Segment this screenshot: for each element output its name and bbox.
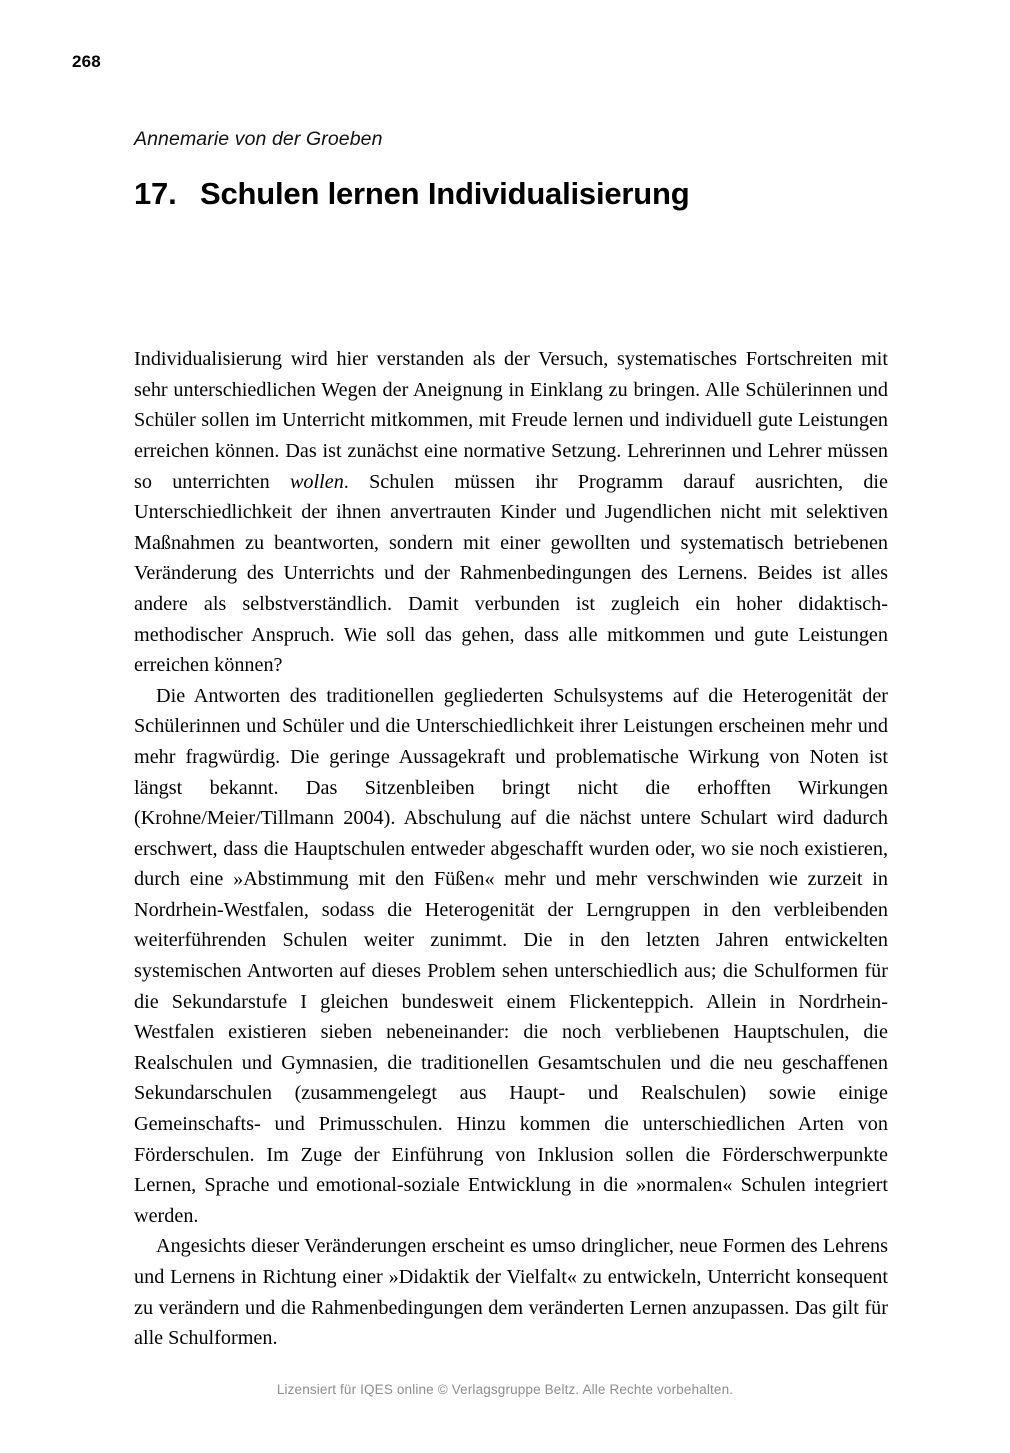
page-content bbox=[134, 128, 888, 1354]
page-title bbox=[134, 175, 888, 212]
emphasis: wollen bbox=[289, 470, 344, 493]
paragraph: Die Antworten des traditionellen gegliederten Schulsystems auf die Heterogenität der Schülerinnen und Schüler und die Unterschiedlichkeit ihrer Leistungen erscheinen mehr und mehr fragwürdig. Die geringe Aussagekraft und problematische Wirkung von Noten ist längst bekannt. Das Sitzenbleiben bringt nicht die erhofften Wirkungen (Krohne/Meier/Tillmann 2004). Abschulung auf die nächst untere Schulart wird dadurch erschwert, dass die Hauptschulen entweder abgeschafft wurden oder, wo sie noch existieren, durch eine »Abstimmung mit den Füßen« mehr und mehr verschwinden wie zurzeit in Nordrhein-Westfalen, sodass die Heterogenität der Lerngruppen in den verbleibenden weiterführenden Schulen weiter zunimmt. Die in den letzten Jahren entwickelten systemischen Antworten auf dieses Problem sehen unterschiedlich aus; die Schulformen für die Sekundarstufe I gleichen bundesweit einem Flickenteppich. Allein in Nordrhein-Westfalen existieren sieben nebeneinander: die noch verbliebenen Hauptschulen, die Realschulen und Gymnasien, die traditionellen Gesamtschulen und die neu geschaffenen Sekundarschulen (zusammengelegt aus Haupt- und Realschulen) sowie einige Gemeinschafts- und Primusschulen. Hinzu kommen die unterschiedlichen Arten von Förderschulen. Im Zuge der Einführung von Inklusion sollen die Förderschwerpunkte Lernen, Sprache und emotional-soziale Entwicklung in die »normalen« Schulen integriert werden. bbox=[134, 684, 888, 1227]
paragraph: Angesichts dieser Veränderungen erscheint es umso dringlicher, neue Formen des Lehrens und Lernens in Richtung einer »Didaktik der Vielfalt« zu entwickeln, Unterricht konsequent zu verändern und die Rahmenbedingungen dem veränderten Lernen anzupassen. Das gilt für alle Schulformen. bbox=[134, 1235, 888, 1350]
chapter-title-text: Schulen lernen Individualisierung bbox=[200, 176, 690, 211]
body-text bbox=[134, 344, 888, 1354]
page-number: 268 bbox=[72, 52, 101, 71]
author-name: Annemarie von der Groeben bbox=[134, 128, 383, 150]
chapter-number: 17. bbox=[134, 176, 177, 211]
paragraph: Individualisierung wird hier verstanden als der Versuch, systematisches Fortschreiten mit sehr unterschiedlichen Wegen der Aneignung in Einklang zu bringen. Alle Schülerinnen und Schüler sollen im Unterricht mitkommen, mit Freude lernen und individuell gute Leistungen erreichen können. Das ist zunächst eine normative Setzung. Lehrerinnen und Lehrer müssen so unterrichten wollen. Schulen müssen ihr Programm darauf ausrichten, die Unterschiedlichkeit der ihnen anvertrauten Kinder und Jugendlichen nicht mit selektiven Maßnahmen zu beantworten, sondern mit einer gewollten und systematisch betriebenen Veränderung des Unterrichts und der Rahmenbedingungen des Lernens. Beides ist alles andere als selbstverständlich. Damit verbunden ist zugleich ein hoher didaktisch-methodischer Anspruch. Wie soll das gehen, dass alle mitkommen und gute Leistungen erreichen können? bbox=[134, 348, 888, 677]
footer-license-notice: Lizensiert für IQES online © Verlagsgruppe Beltz. Alle Rechte vorbehalten. bbox=[276, 1382, 734, 1397]
